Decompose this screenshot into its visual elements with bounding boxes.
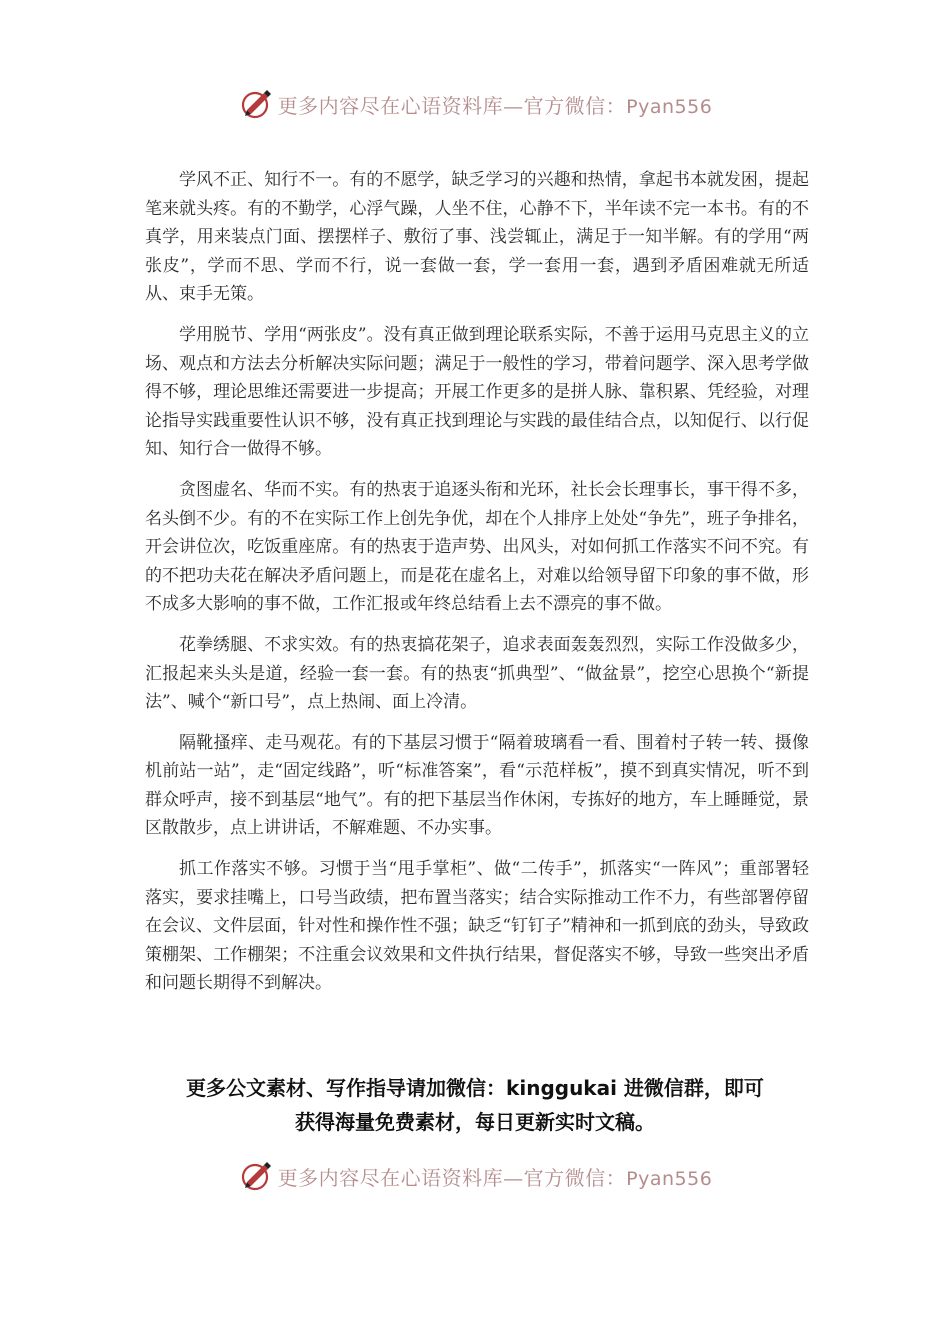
promo-line-2: 获得海量免费素材，每日更新实时文稿。 (295, 1110, 655, 1134)
header-banner (0, 84, 950, 124)
header-wechat-id: Pyan556 (626, 95, 713, 118)
paragraph-6: 抓工作落实不够。习惯于当“甩手掌柜”、做“二传手”，抓落实“一阵风”；重部署轻落实，要求挂嘴上，口号当政绩，把布置当落实；结合实际推动工作不力，有些部署停留在会议、文件层面，针对性和操作性不强；缺乏“钉钉子”精神和一抓到底的劲头，导致政策棚架、工作棚架；不注重会议效果和文件执行结果，督促落实不够，导致一些突出矛盾和问题长期得不到解决。 (145, 859, 809, 994)
header-banner-text: 更多内容尽在心语资料库—官方微信：Pyan556 (277, 93, 713, 118)
footer-wechat-id: Pyan556 (626, 1167, 713, 1190)
footer-banner (0, 1156, 950, 1196)
pen-logo-icon (238, 1158, 274, 1194)
paragraph-1: 学风不正、知行不一。有的不愿学，缺乏学习的兴趣和热情，拿起书本就发困，提起笔来就头疼。有的不勤学，心浮气躁，人坐不住，心静不下，半年读不完一本书。有的不真学，用来装点门面、摆摆样子、敷衍了事、浅尝辄止，满足于一知半解。有的学用“两张皮”，学而不思、学而不行，说一套做一套，学一套用一套，遇到矛盾困难就无所适从、束手无策。 (145, 170, 809, 305)
paragraph-4: 花拳绣腿、不求实效。有的热衷搞花架子，追求表面轰轰烈烈，实际工作没做多少，汇报起来头头是道，经验一套一套。有的热衷“抓典型”、“做盆景”，挖空心思换个“新提法”、喊个“新口号”，点上热闹、面上冷清。 (145, 634, 809, 713)
promo-notice (130, 1071, 820, 1139)
paragraph-3: 贪图虚名、华而不实。有的热衷于追逐头衔和光环，社长会长理事长，事干得不多，名头倒不少。有的不在实际工作上创先争优，却在个人排序上处处“争先”，班子争排名，开会讲位次，吃饭重座席。有的热衷于造声势、出风头，对如何抓工作落实不问不究。有的不把功夫花在解决矛盾问题上，而是花在虚名上，对难以给领导留下印象的事不做，形不成多大影响的事不做，工作汇报或年终总结看上去不漂亮的事不做。 (145, 479, 809, 615)
promo-line-1: 更多公文素材、写作指导请加微信：kinggukai 进微信群，即可 (186, 1076, 764, 1100)
paragraph-5: 隔靴搔痒、走马观花。有的下基层习惯于“隔着玻璃看一看、围着村子转一转、摄像机前站一站”，走“固定线路”，听“标准答案”，看“示范样板”，摸不到真实情况，听不到群众呼声，接不到基层“地气”。有的把下基层当作休闲，专拣好的地方，车上睡睡觉，景区散散步，点上讲讲话，不解难题、不办实事。 (145, 732, 809, 839)
pen-logo-icon (238, 86, 274, 122)
footer-banner-text: 更多内容尽在心语资料库—官方微信：Pyan556 (277, 1165, 713, 1190)
document-body (145, 166, 809, 1010)
paragraph-2: 学用脱节、学用“两张皮”。没有真正做到理论联系实际，不善于运用马克思主义的立场、观点和方法去分析解决实际问题；满足于一般性的学习，带着问题学、深入思考学做得不够，理论思维还需要进一步提高；开展工作更多的是拼人脉、靠积累、凭经验，对理论指导实践重要性认识不够，没有真正找到理论与实践的最佳结合点，以知促行、以行促知、知行合一做得不够。 (145, 324, 809, 460)
